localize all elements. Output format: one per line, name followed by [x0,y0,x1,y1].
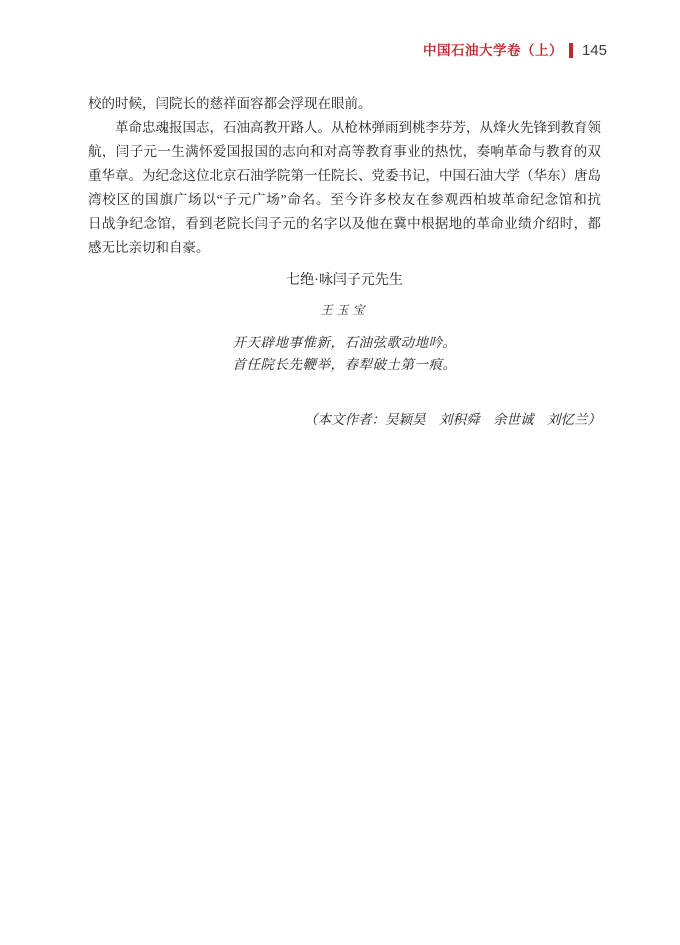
running-header [423,43,607,58]
volume-title: 中国石油大学卷（上） [422,43,563,58]
body-line: 日战争纪念馆，看到老院长闫子元的名字以及他在冀中根据地的革命业绩介绍时，都 [88,216,601,231]
poem-author: 王玉宝 [320,303,369,317]
poem-line: 首任院长先鞭举，春犁破土第一痕。 [232,357,457,372]
body-line: 校的时候，闫院长的慈祥面容都会浮现在眼前。 [88,96,372,111]
header-divider-bar [569,43,573,58]
body-line: 重华章。为纪念这位北京石油学院第一任院长、党委书记，中国石油大学（华东）唐岛 [88,168,601,183]
article-authors-attribution: （本文作者：吴颖昊 刘积舜 余世诚 刘忆兰） [304,412,601,427]
page-number: 145 [581,42,607,59]
poem-body [88,332,601,376]
article-content [88,92,601,431]
body-line: 航，闫子元一生满怀爱国报国的志向和对高等教育事业的热忱，奏响革命与教育的双 [88,144,601,159]
body-line: 感无比亲切和自豪。 [88,240,210,255]
poem-line: 开天辟地事惟新，石油弦歌动地吟。 [232,335,457,350]
poem-title: 七绝·咏闫子元先生 [286,273,403,288]
body-line: 湾校区的国旗广场以“子元广场”命名。至今许多校友在参观西柏坡革命纪念馆和抗 [88,192,601,207]
body-line: 革命忠魂报国志，石油高教开路人。从枪林弹雨到桃李芬芳，从烽火先锋到教育领 [115,120,601,135]
